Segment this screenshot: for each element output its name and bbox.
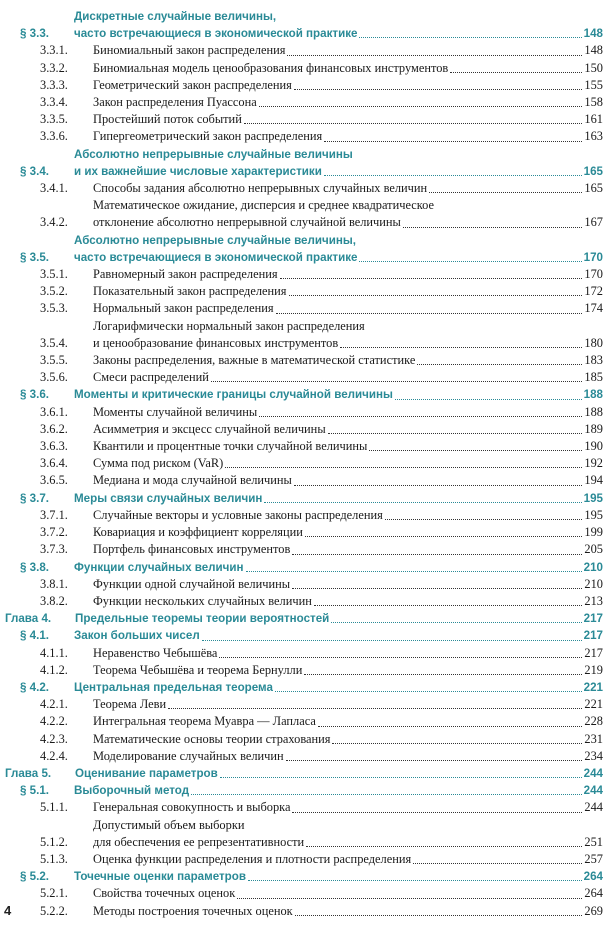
toc-entry-number: 3.3.4. <box>40 95 68 110</box>
toc-subsection <box>0 300 614 317</box>
toc-entry-title-line: Геометрический закон распределения <box>93 77 292 92</box>
toc-entry-title-line: Методы построения точечных оценок <box>93 903 293 918</box>
toc-section <box>0 490 614 507</box>
toc-page-number: 264 <box>584 886 603 901</box>
toc-page-number: 244 <box>583 784 603 798</box>
dot-leader <box>248 880 582 881</box>
toc-subsection <box>0 455 614 472</box>
toc-entry-number: 3.3.3. <box>40 77 68 92</box>
dot-leader <box>225 467 582 468</box>
toc-chapter <box>0 765 614 782</box>
toc-page-number: 165 <box>583 164 603 178</box>
toc-entry-number: § 3.3. <box>20 27 50 41</box>
toc-page-number: 165 <box>584 181 603 196</box>
toc-entry-title-line: Математическое ожидание, дисперсия и среднее квадратическое <box>93 198 434 213</box>
dot-leader <box>305 536 583 537</box>
toc-entry-title-line: Законы распределения, важные в математической статистике <box>93 353 416 368</box>
toc-subsection <box>0 903 614 920</box>
toc-page-number: 188 <box>583 388 603 402</box>
toc-entry-title-line: Свойства точечных оценок <box>93 886 236 901</box>
dot-leader <box>289 295 583 296</box>
toc-subsection <box>0 696 614 713</box>
toc-subsection <box>0 421 614 438</box>
dot-leader <box>328 433 583 434</box>
toc-entry-number: 4.2.4. <box>40 748 68 763</box>
toc-entry-number: 3.3.2. <box>40 60 68 75</box>
toc-page-number: 155 <box>584 77 603 92</box>
toc-entry-title-line: отклонение абсолютно непрерывной случайной величины <box>93 215 401 230</box>
toc-entry-title-line: часто встречающиеся в экономической практике <box>74 250 358 264</box>
toc-entry-title-line: Дискретные случайные величины, <box>74 10 277 23</box>
toc-page-number: 217 <box>583 629 603 643</box>
toc-entry-number: 3.5.2. <box>40 284 68 299</box>
dot-leader <box>403 227 583 228</box>
toc-page-number: 172 <box>584 284 603 299</box>
dot-leader <box>280 278 583 279</box>
toc-entry-number: 3.7.2. <box>40 525 68 540</box>
toc-page-number: 219 <box>584 662 603 677</box>
toc-entry-title-line: Функции нескольких случайных величин <box>93 593 312 608</box>
toc-entry-title-line: Функции случайных величин <box>74 560 244 574</box>
toc-subsection <box>0 369 614 386</box>
toc-entry-title-line: Закон больших чисел <box>74 629 200 643</box>
dot-leader <box>244 123 583 124</box>
toc-subsection <box>0 94 614 111</box>
toc-page-number: 205 <box>584 542 603 557</box>
toc-entry-title-line: Неравенство Чебышёва <box>93 645 218 660</box>
toc-page-number: 180 <box>584 335 603 350</box>
toc-subsection <box>0 731 614 748</box>
toc-subsection <box>0 266 614 283</box>
toc-page-number: 213 <box>584 593 603 608</box>
toc-entry-title-line: Моменты случайной величины <box>93 404 258 419</box>
toc-subsection <box>0 60 614 77</box>
toc-entry-title-line: Абсолютно непрерывные случайные величины, <box>74 233 356 247</box>
dot-leader <box>168 708 582 709</box>
dot-leader <box>318 726 583 727</box>
dot-leader <box>275 691 582 692</box>
toc-subsection <box>0 77 614 94</box>
toc-entry-number: 4.2.2. <box>40 714 68 729</box>
toc-entry-title-line: Центральная предельная теорема <box>74 680 273 694</box>
dot-leader <box>417 364 582 365</box>
toc-page-number: 148 <box>583 27 603 41</box>
toc-subsection <box>0 180 614 197</box>
toc-entry-number: 3.7.3. <box>40 542 68 557</box>
toc-entry-title-line: Сумма под риском (VaR) <box>93 456 224 471</box>
toc-entry-number: 3.5.5. <box>40 353 68 368</box>
toc-entry-title-line: Простейший поток событий <box>93 112 242 127</box>
toc-entry-number: Глава 4. <box>5 612 52 626</box>
toc-entry-number: 3.6.3. <box>40 439 68 454</box>
toc-page-number: 192 <box>584 456 603 471</box>
toc-entry-title-line: Абсолютно непрерывные случайные величины <box>74 147 353 161</box>
toc-entry-number: § 3.8. <box>20 560 50 574</box>
toc-page-number: 269 <box>584 903 603 918</box>
toc-entry-title-line: Теорема Чебышёва и теорема Бернулли <box>93 662 303 677</box>
toc-entry-title-line: Асимметрия и эксцесс случайной величины <box>93 421 326 436</box>
toc-entry-title-line: Оценивание параметров <box>75 766 218 780</box>
toc-section <box>0 679 614 696</box>
toc-page-number: 189 <box>584 421 603 436</box>
toc-entry-title-line: Способы задания абсолютно непрерывных случайных величин <box>93 181 428 196</box>
toc-entry-number: § 5.2. <box>20 870 50 884</box>
toc-subsection <box>0 713 614 730</box>
toc-entry-number: 3.4.1. <box>40 181 68 196</box>
toc-entry-number: Глава 5. <box>5 766 52 780</box>
toc-entry-number: 3.8.2. <box>40 593 68 608</box>
toc-subsection <box>0 748 614 765</box>
toc-entry-number: 5.1.1. <box>40 800 68 815</box>
toc-section <box>0 146 614 180</box>
dot-leader <box>450 72 582 73</box>
toc-entry-title-line: Квантили и процентные точки случайной величины <box>93 439 368 454</box>
dot-leader <box>220 777 582 778</box>
toc-subsection <box>0 662 614 679</box>
toc-subsection <box>0 524 614 541</box>
dot-leader <box>292 554 582 555</box>
toc-page-number: 231 <box>584 731 603 746</box>
toc-entry-number: 3.7.1. <box>40 507 68 522</box>
toc-subsection <box>0 885 614 902</box>
toc-page-number: 190 <box>584 439 603 454</box>
dot-leader <box>359 261 581 262</box>
toc-entry-title-line: Оценка функции распределения и плотности распределения <box>93 851 412 866</box>
toc-entry-number: 3.5.1. <box>40 267 68 282</box>
toc-entry-title-line: Равномерный закон распределения <box>93 267 278 282</box>
dot-leader <box>246 571 582 572</box>
toc-entry-number: § 3.4. <box>20 164 50 178</box>
toc-entry-number: § 3.6. <box>20 388 50 402</box>
toc-section <box>0 8 614 42</box>
toc-subsection <box>0 817 614 851</box>
toc-page-number: 174 <box>584 301 603 316</box>
toc-entry-number: 3.5.3. <box>40 301 68 316</box>
toc-page-number: 244 <box>583 766 603 780</box>
toc-entry-number: 3.6.4. <box>40 456 68 471</box>
dot-leader <box>237 898 582 899</box>
toc-entry-number: 4.1.2. <box>40 662 68 677</box>
toc-page-number: 221 <box>584 697 603 712</box>
toc-entry-number: 3.3.6. <box>40 129 68 144</box>
dot-leader <box>359 37 581 38</box>
dot-leader <box>340 347 582 348</box>
toc-page-number: 195 <box>583 491 603 505</box>
toc-entry-title-line: Ковариация и коэффициент корреляции <box>93 525 303 540</box>
toc-entry-title-line: Биномиальный закон распределения <box>93 43 286 58</box>
dot-leader <box>385 519 583 520</box>
toc-page-number: 234 <box>584 748 603 763</box>
dot-leader <box>306 846 582 847</box>
toc-entry-number: 4.2.1. <box>40 697 68 712</box>
toc-entry-number: § 4.1. <box>20 629 50 643</box>
dot-leader <box>211 381 583 382</box>
toc-page-number: 199 <box>584 525 603 540</box>
toc-entry-number: 5.1.2. <box>40 834 68 849</box>
toc-page-number: 264 <box>583 870 603 884</box>
toc-entry-title-line: Функции одной случайной величины <box>93 576 291 591</box>
dot-leader <box>304 674 582 675</box>
toc-entry-number: 3.5.6. <box>40 370 68 385</box>
toc-entry-title-line: Медиана и мода случайной величины <box>93 473 292 488</box>
dot-leader <box>292 812 582 813</box>
toc-subsection <box>0 111 614 128</box>
toc-subsection <box>0 507 614 524</box>
toc-subsection <box>0 197 614 231</box>
toc-entry-number: 3.8.1. <box>40 576 68 591</box>
dot-leader <box>314 605 583 606</box>
toc-page-number: 170 <box>583 250 603 264</box>
toc-entry-title-line: Гипергеометрический закон распределения <box>93 129 323 144</box>
toc-section <box>0 386 614 403</box>
dot-leader <box>324 175 582 176</box>
toc-entry-number: 3.5.4. <box>40 335 68 350</box>
toc-entry-title-line: Допустимый объем выборки <box>93 817 245 832</box>
toc-entry-number: 5.2.1. <box>40 886 68 901</box>
toc-entry-title-line: Биномиальная модель ценообразования финансовых инструментов <box>93 60 449 75</box>
toc-entry-title-line: Логарифмически нормальный закон распределения <box>93 318 365 333</box>
toc-section <box>0 232 614 266</box>
toc-entry-number: § 3.5. <box>20 250 50 264</box>
toc-entry-title-line: Моменты и критические границы случайной величины <box>74 388 393 402</box>
toc-chapter <box>0 610 614 627</box>
toc-page-number: 194 <box>584 473 603 488</box>
table-of-contents <box>0 8 614 920</box>
toc-entry-number: 3.6.1. <box>40 404 68 419</box>
toc-entry-title-line: Предельные теоремы теории вероятностей <box>75 612 330 626</box>
toc-entry-title-line: часто встречающиеся в экономической практике <box>74 27 358 41</box>
toc-entry-title-line: Портфель финансовых инструментов <box>93 542 291 557</box>
toc-entry-title-line: Смеси распределений <box>93 370 209 385</box>
dot-leader <box>413 863 582 864</box>
toc-entry-number: 3.6.2. <box>40 421 68 436</box>
toc-entry-number: 3.3.5. <box>40 112 68 127</box>
toc-page-number: 217 <box>584 645 603 660</box>
toc-page-number: 150 <box>584 60 603 75</box>
toc-subsection <box>0 318 614 352</box>
toc-subsection <box>0 128 614 145</box>
toc-page-number: 161 <box>584 112 603 127</box>
dot-leader <box>295 915 583 916</box>
dot-leader <box>259 416 582 417</box>
toc-entry-number: § 5.1. <box>20 784 50 798</box>
toc-entry-number: 5.1.3. <box>40 851 68 866</box>
toc-entry-title-line: Закон распределения Пуассона <box>93 95 257 110</box>
toc-page-number: 167 <box>584 215 603 230</box>
toc-entry-number: 3.6.5. <box>40 473 68 488</box>
toc-subsection <box>0 472 614 489</box>
dot-leader <box>286 760 583 761</box>
dot-leader <box>294 485 583 486</box>
toc-page-number: 170 <box>584 267 603 282</box>
dot-leader <box>259 106 583 107</box>
dot-leader <box>219 657 582 658</box>
toc-page-number: 228 <box>584 714 603 729</box>
toc-entry-title-line: и ценообразование финансовых инструментов <box>93 335 339 350</box>
dot-leader <box>264 502 581 503</box>
toc-page-number: 217 <box>583 612 603 626</box>
toc-entry-number: § 3.7. <box>20 491 50 505</box>
dot-leader <box>429 192 582 193</box>
toc-entry-title-line: Интегральная теорема Муавра — Лапласа <box>93 714 316 729</box>
toc-entry-title-line: Точечные оценки параметров <box>74 870 246 884</box>
toc-page-number: 221 <box>583 680 603 694</box>
toc-entry-title-line: Генеральная совокупность и выборка <box>93 800 291 815</box>
dot-leader <box>395 399 582 400</box>
toc-subsection <box>0 576 614 593</box>
toc-entry-title-line: Теорема Леви <box>93 697 167 712</box>
dot-leader <box>191 794 582 795</box>
toc-entry-number: § 4.2. <box>20 680 50 694</box>
toc-subsection <box>0 404 614 421</box>
toc-page-number: 244 <box>584 800 603 815</box>
toc-entry-number: 4.1.1. <box>40 645 68 660</box>
toc-entry-number: 5.2.2. <box>40 903 68 918</box>
toc-subsection <box>0 42 614 59</box>
toc-entry-title-line: Моделирование случайных величин <box>93 748 284 763</box>
toc-page-number: 148 <box>584 43 603 58</box>
toc-section <box>0 627 614 644</box>
toc-subsection <box>0 438 614 455</box>
toc-subsection <box>0 283 614 300</box>
toc-subsection <box>0 593 614 610</box>
toc-page-number: 188 <box>584 404 603 419</box>
toc-subsection <box>0 352 614 369</box>
page-number: 4 <box>4 903 12 918</box>
toc-section <box>0 782 614 799</box>
toc-entry-title-line: для обеспечения ее репрезентативности <box>93 834 305 849</box>
toc-section <box>0 559 614 576</box>
toc-page-number: 183 <box>584 353 603 368</box>
toc-page-number: 158 <box>584 95 603 110</box>
toc-section <box>0 868 614 885</box>
dot-leader <box>332 743 582 744</box>
toc-page-number: 195 <box>584 507 603 522</box>
dot-leader <box>294 89 583 90</box>
dot-leader <box>202 640 582 641</box>
dot-leader <box>331 622 581 623</box>
toc-page-number: 210 <box>583 560 603 574</box>
dot-leader <box>287 55 582 56</box>
toc-page-number: 251 <box>584 834 603 849</box>
toc-entry-title-line: Показательный закон распределения <box>93 284 287 299</box>
toc-entry-number: 3.4.2. <box>40 215 68 230</box>
toc-entry-number: 4.2.3. <box>40 731 68 746</box>
toc-page-number: 210 <box>584 576 603 591</box>
toc-page-number: 185 <box>584 370 603 385</box>
dot-leader <box>369 450 582 451</box>
dot-leader <box>324 141 582 142</box>
toc-subsection <box>0 799 614 816</box>
toc-subsection <box>0 541 614 558</box>
toc-entry-title-line: Математические основы теории страхования <box>93 731 331 746</box>
toc-entry-title-line: Случайные векторы и условные законы распределения <box>93 507 383 522</box>
toc-entry-number: 3.3.1. <box>40 43 68 58</box>
dot-leader <box>292 588 582 589</box>
toc-entry-title-line: Нормальный закон распределения <box>93 301 274 316</box>
toc-entry-title-line: Выборочный метод <box>74 784 190 798</box>
toc-entry-title-line: и их важнейшие числовые характеристики <box>74 164 322 178</box>
toc-subsection <box>0 645 614 662</box>
toc-page-number: 257 <box>584 851 603 866</box>
toc-entry-title-line: Меры связи случайных величин <box>74 491 263 505</box>
toc-page-number: 163 <box>584 129 603 144</box>
toc-subsection <box>0 851 614 868</box>
dot-leader <box>276 313 583 314</box>
